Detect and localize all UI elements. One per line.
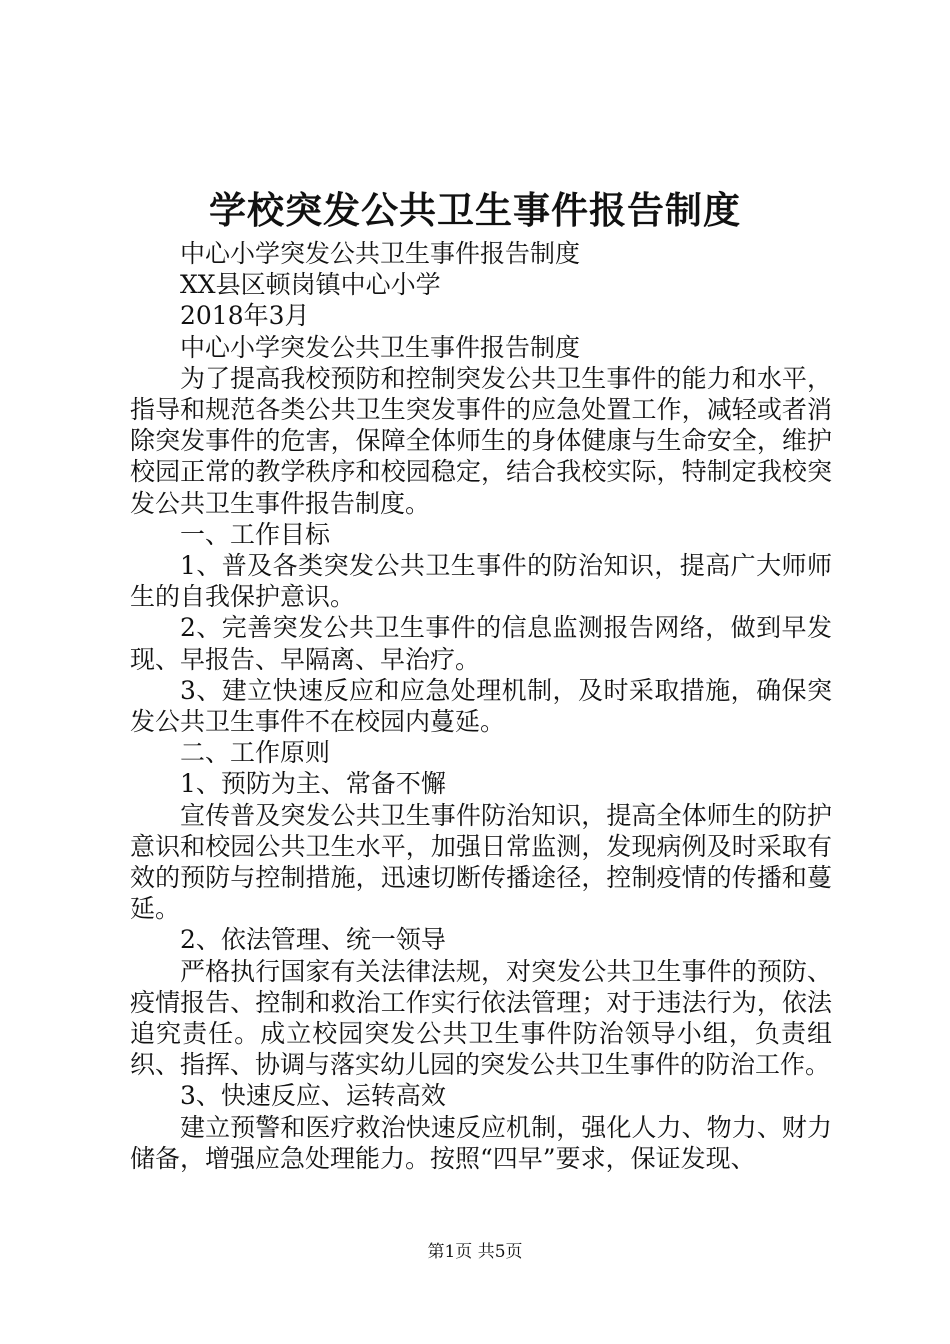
subsection-heading: 1、预防为主、常备不懈 bbox=[180, 769, 446, 799]
paragraph: 2018年3月 bbox=[180, 301, 310, 331]
paragraph: 为了提高我校预防和控制突发公共卫生事件的能力和水平，指导和规范各类公共卫生突发事件的应急处置工作，减轻或者消除突发事件的危害，保障全体师生的身体健康与生命安全，维护校园正常的教学秩序和校园稳定，结合我校实际，特制定我校突发公共卫生事件报告制度。 bbox=[130, 363, 832, 518]
subsection-heading: 2、依法管理、统一领导 bbox=[180, 925, 446, 955]
page-indicator: 第1页 共5页 bbox=[427, 1242, 523, 1262]
paragraph: XX县区顿岗镇中心小学 bbox=[180, 270, 441, 300]
paragraph: 3、建立快速反应和应急处理机制，及时采取措施，确保突发公共卫生事件不在校园内蔓延。 bbox=[130, 675, 832, 737]
paragraph: 中心小学突发公共卫生事件报告制度 bbox=[180, 332, 581, 362]
document-body bbox=[130, 238, 832, 1174]
paragraph: 宣传普及突发公共卫生事件防治知识，提高全体师生的防护意识和校园公共卫生水平，加强日常监测，发现病例及时采取有效的预防与控制措施，迅速切断传播途径，控制疫情的传播和蔓延。 bbox=[130, 800, 832, 924]
paragraph: 2、完善突发公共卫生事件的信息监测报告网络，做到早发现、早报告、早隔离、早治疗。 bbox=[130, 613, 832, 674]
paragraph: 建立预警和医疗救治快速反应机制，强化人力、物力、财力储备，增强应急处理能力。按照“四早”要求，保证发现、 bbox=[130, 1112, 832, 1173]
section-heading: 一、工作目标 bbox=[180, 519, 331, 549]
section-heading: 二、工作原则 bbox=[180, 738, 331, 768]
subsection-heading: 3、快速反应、运转高效 bbox=[180, 1081, 446, 1111]
paragraph: 中心小学突发公共卫生事件报告制度 bbox=[180, 239, 581, 268]
paragraph: 严格执行国家有关法律法规，对突发公共卫生事件的预防、疫情报告、控制和救治工作实行依法管理；对于违法行为，依法追究责任。成立校园突发公共卫生事件防治领导小组，负责组织、指挥、协调与落实幼儿园的突发公共卫生事件的防治工作。 bbox=[130, 956, 832, 1080]
paragraph: 1、普及各类突发公共卫生事件的防治知识，提高广大师师生的自我保护意识。 bbox=[130, 551, 832, 612]
document-title: 学校突发公共卫生事件报告制度 bbox=[209, 188, 741, 232]
